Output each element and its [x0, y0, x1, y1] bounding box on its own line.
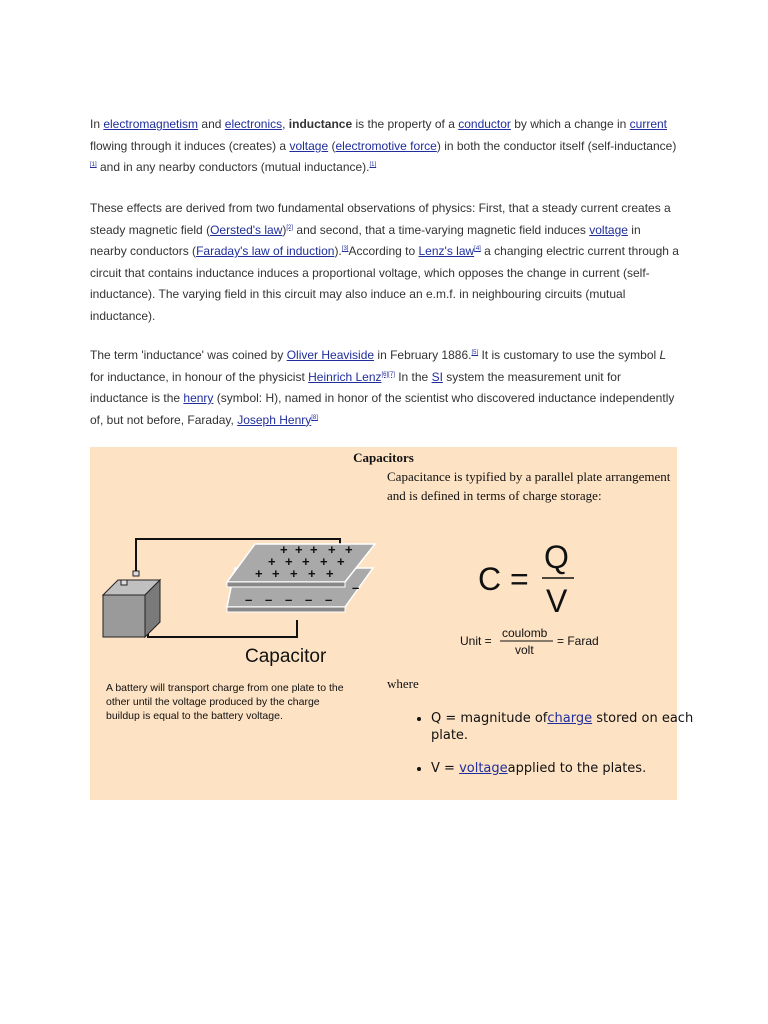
battery-icon — [103, 571, 160, 637]
minus-sign: – — [245, 592, 253, 607]
citation-ref[interactable]: [6][7] — [381, 371, 395, 378]
definition-list — [409, 710, 701, 793]
capacitors-panel — [90, 447, 694, 800]
link-si[interactable]: SI — [431, 369, 443, 384]
link-lenzs-law[interactable]: Lenz's law — [418, 244, 475, 259]
link-henry[interactable]: henry — [183, 391, 214, 406]
plus-sign: + — [328, 542, 336, 557]
citation-ref[interactable]: [1] — [90, 162, 97, 169]
svg-text:Unit =: Unit = — [460, 634, 492, 648]
term-inductance: inductance — [288, 117, 353, 131]
plus-sign: + — [268, 554, 276, 569]
link-oersteds-law[interactable]: Oersted's law — [210, 222, 283, 237]
battery-caption: A battery will transport charge from one plate to the other until the voltage produced by the charge buildup is equal to the battery voltage. — [106, 682, 344, 722]
svg-text:= Farad: = Farad — [557, 634, 599, 648]
plus-sign: + — [326, 566, 334, 581]
svg-text:C =: C = — [478, 561, 529, 597]
plus-sign: + — [310, 542, 318, 557]
plus-sign: + — [320, 554, 328, 569]
link-voltage[interactable]: voltage — [589, 222, 628, 237]
plus-sign: + — [295, 542, 303, 557]
history-paragraph: The term 'inductance' was coined by Oliver Heaviside in February 1886.[5] It is customary to use the symbol L for inductance, in honour of the physicist Heinrich Lenz[6][7] In the SI system the measurement unit for inductance is the henry (symbol: H), named in honor of the scientist who discovered inductance independently of, but not before, Faraday, Joseph Henry[8] — [90, 348, 675, 427]
minus-sign: – — [265, 592, 273, 607]
svg-text:Q: Q — [544, 540, 569, 575]
link-oliver-heaviside[interactable]: Oliver Heaviside — [286, 348, 375, 362]
svg-text:V: V — [546, 583, 568, 619]
citation-ref[interactable]: [3] — [341, 246, 349, 253]
plus-sign: + — [308, 566, 316, 581]
link-voltage[interactable]: voltage — [289, 138, 329, 153]
link-heinrich-lenz[interactable]: Heinrich Lenz — [308, 369, 382, 384]
plus-sign: + — [345, 542, 353, 557]
plus-sign: + — [255, 566, 263, 581]
list-item: • V = voltageapplied to the plates. — [431, 760, 701, 777]
link-electromagnetism[interactable]: electromagnetism — [103, 117, 199, 131]
svg-text:coulomb: coulomb — [502, 626, 548, 640]
plus-sign: + — [285, 554, 293, 569]
plus-sign: + — [272, 566, 280, 581]
minus-sign: – — [325, 592, 333, 607]
link-charge[interactable]: charge — [547, 711, 593, 726]
link-conductor[interactable]: conductor — [458, 117, 511, 131]
citation-ref[interactable]: [2] — [286, 224, 294, 231]
citation-ref[interactable]: [5] — [471, 350, 479, 356]
link-current[interactable]: current — [629, 117, 668, 131]
svg-text:volt: volt — [515, 643, 534, 657]
link-voltage[interactable]: voltage — [459, 761, 508, 776]
diagram-label: Capacitor — [245, 646, 327, 667]
plus-sign: + — [337, 554, 345, 569]
link-faradays-law[interactable]: Faraday's law of induction — [196, 244, 335, 259]
plus-sign: + — [290, 566, 298, 581]
where-label: where — [387, 676, 419, 691]
citation-ref[interactable]: [1] — [369, 162, 377, 169]
link-electronics[interactable]: electronics — [224, 117, 283, 131]
panel-description: Capacitance is typified by a parallel plate arrangement and is defined in terms of charge storage: — [387, 469, 671, 503]
link-joseph-henry[interactable]: Joseph Henry — [237, 412, 312, 427]
citation-ref[interactable]: [8] — [311, 414, 318, 421]
intro-paragraph: In electromagnetism and electronics, inductance is the property of a conductor by which a change in current flowing through it induces (creates) a voltage (electromotive force) in both the conductor itself (self-inductance)[1] and in any nearby conductors (mutual inductance).[1] — [90, 117, 677, 175]
minus-sign: – — [352, 580, 360, 595]
minus-sign: – — [285, 592, 293, 607]
panel-title: Capacitors — [353, 450, 414, 465]
plus-sign: + — [302, 554, 310, 569]
plus-sign: + — [280, 542, 288, 557]
list-item: • Q = magnitude ofcharge stored on each plate. — [431, 710, 701, 744]
capacitance-formula — [460, 540, 630, 665]
link-electromotive-force[interactable]: electromotive force — [335, 138, 437, 153]
minus-sign: – — [305, 592, 313, 607]
citation-ref[interactable]: [4] — [474, 246, 481, 253]
effects-paragraph: These effects are derived from two fundamental observations of physics: First, that a steady current creates a steady magnetic field (Oersted's law)[2] and second, that a time-varying magnetic field induces voltage in nearby conductors (Faraday's law of induction).[3]According to Lenz's law[4] a changing electric current through a circuit that contains inductance induces a proportional voltage, which opposes the change in current (self-inductance). The varying field in this circuit may also induce an e.m.f. in neighbouring circuits (mutual inductance). — [90, 201, 679, 323]
symbol-L: L — [659, 348, 667, 362]
